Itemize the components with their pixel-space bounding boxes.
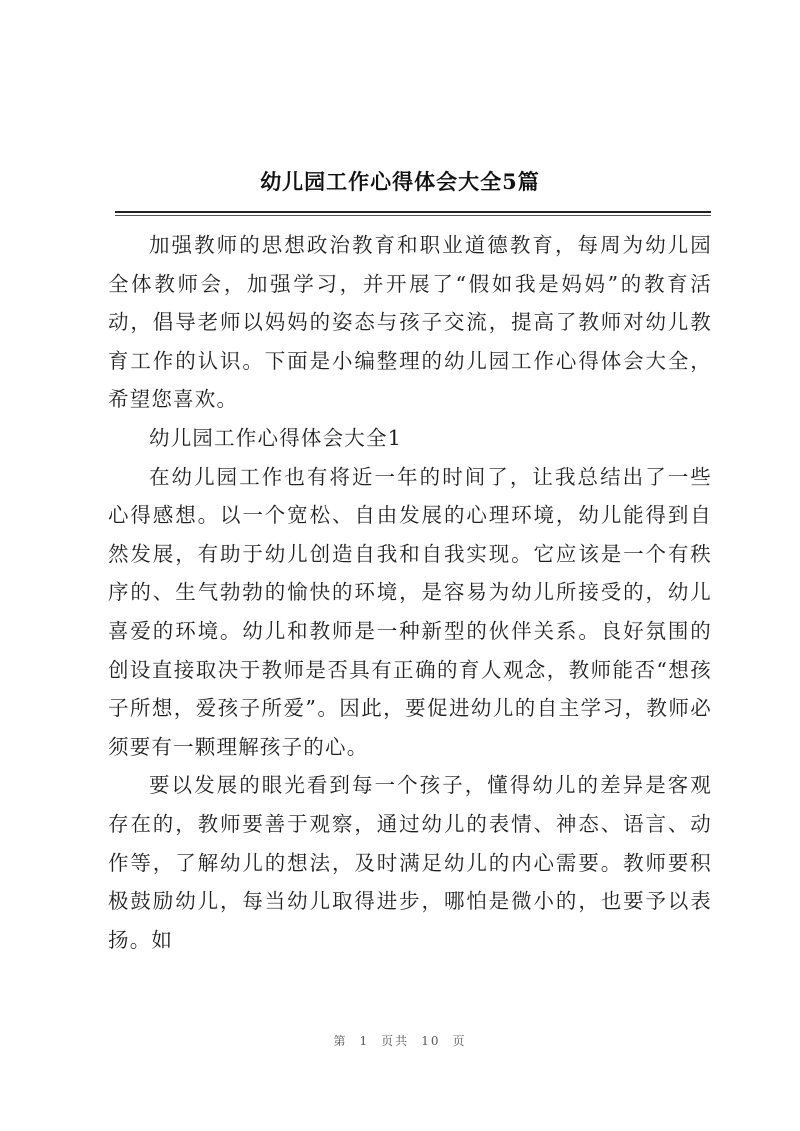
body-paragraph: 要以发展的眼光看到每一个孩子，懂得幼儿的差异是客观存在的，教师要善于观察，通过幼儿的表情、神态、语言、动作等，了解幼儿的想法，及时满足幼儿的内心需要。教师要积极鼓励幼儿，每当幼儿取得进步，哪怕是微小的，也要予以表扬。如 xyxy=(108,773,712,952)
title-divider xyxy=(115,211,711,213)
body-paragraph: 在幼儿园工作也有将近一年的时间了，让我总结出了一些心得感想。以一个宽松、自由发展的心理环境，幼儿能得到自然发展，有助于幼儿创造自我和自我实现。它应该是一个有秩序的、生气勃勃的愉快的环境，是容易为幼儿所接受的，幼儿喜爱的环境。幼儿和教师是一种新型的伙伴关系。良好氛围的创设直接取决于教师是否具有正确的育人观念，教师能否“想孩子所想，爱孩子所爱”。因此，要促进幼儿的自主学习，教师必须要有一颗理解孩子的心。 xyxy=(108,464,712,759)
section-heading: 幼儿园工作心得体会大全1 xyxy=(149,425,402,450)
title-divider-thin xyxy=(115,215,711,216)
footer-suffix: 页 xyxy=(452,1034,467,1048)
page-footer xyxy=(0,1032,800,1049)
footer-middle: 页共 xyxy=(381,1034,410,1048)
total-pages: 10 xyxy=(421,1034,441,1048)
page-number: 1 xyxy=(359,1034,370,1048)
intro-paragraph: 加强教师的思想政治教育和职业道德教育，每周为幼儿园全体教师会，加强学习，并开展了“假如我是妈妈”的教育活动，倡导老师以妈妈的姿态与孩子交流，提高了教师对幼儿教育工作的认识。下面是小编整理的幼儿园工作心得体会大全，希望您喜欢。 xyxy=(108,233,712,412)
footer-prefix: 第 xyxy=(333,1034,348,1048)
page-title: 幼儿园工作心得体会大全5篇 xyxy=(260,169,540,194)
document-body xyxy=(108,226,712,959)
